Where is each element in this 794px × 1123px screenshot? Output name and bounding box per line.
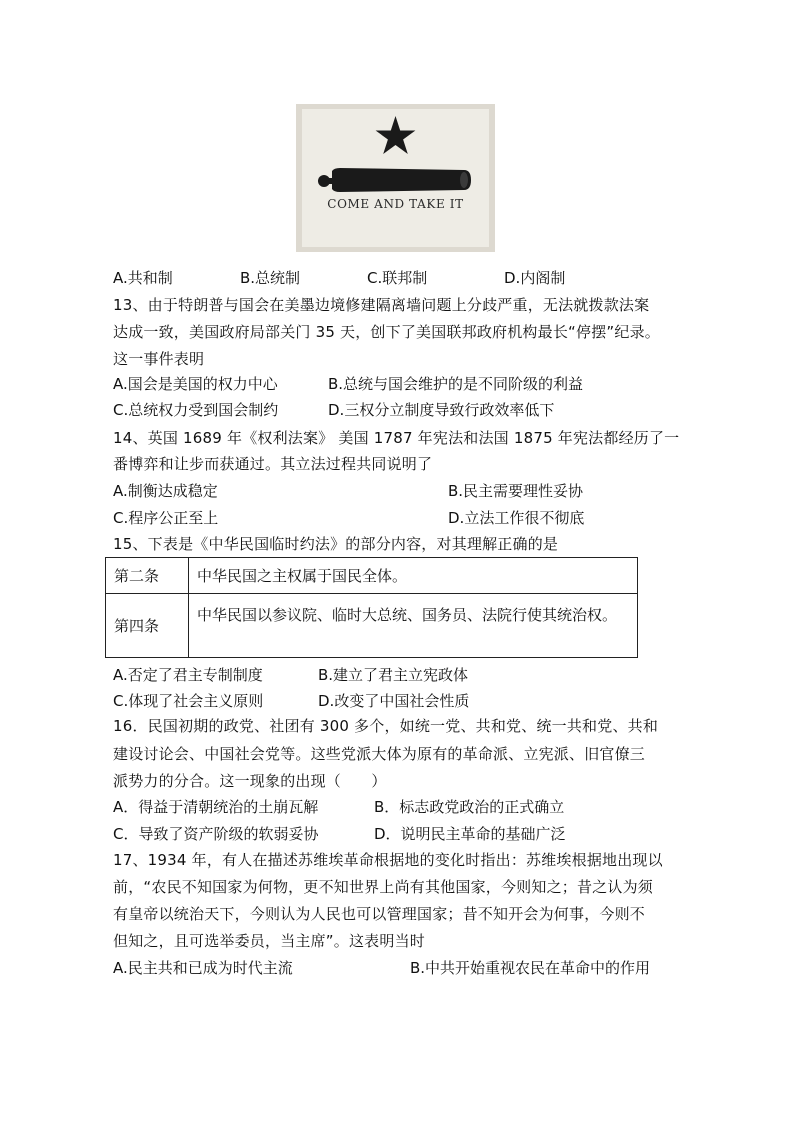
article-number-cell: 第二条 <box>106 558 189 594</box>
q14-option-b: B.民主需要理性妥协 <box>448 482 584 500</box>
cannon-icon <box>318 168 471 192</box>
table-row <box>106 558 638 594</box>
q16-stem-line: 派势力的分合。这一现象的出现（ ） <box>113 772 387 790</box>
q17-stem-line: 但知之，且可选举委员，当主席”。这表明当时 <box>113 932 425 950</box>
q15-option-b: B.建立了君主立宪政体 <box>318 666 469 684</box>
q17-stem-line: 17、1934 年，有人在描述苏维埃革命根据地的变化时指出：苏维埃根据地出现以 <box>113 851 663 869</box>
q17-option-a: A.民主共和已成为时代主流 <box>113 959 293 977</box>
q15-option-a: A.否定了君主专制制度 <box>113 666 263 684</box>
q16-option-c: C．导致了资产阶级的软弱妥协 <box>113 825 319 843</box>
q16-option-b: B．标志政党政治的正式确立 <box>374 798 565 816</box>
q16-option-a: A．得益于清朝统治的土崩瓦解 <box>113 798 319 816</box>
q17-option-b: B.中共开始重视农民在革命中的作用 <box>410 959 651 977</box>
q15-option-c: C.体现了社会主义原则 <box>113 692 264 710</box>
q14-stem-line: 14、英国 1689 年《权利法案》 美国 1787 年宪法和法国 1875 年宪法都经历了一 <box>113 429 680 447</box>
q12-option-a: A.共和制 <box>113 269 173 287</box>
q13-option-c: C.总统权力受到国会制约 <box>113 401 279 419</box>
article-number-cell: 第四条 <box>106 594 189 658</box>
come-and-take-it-flag-image <box>296 104 495 252</box>
q15-option-d: D.改变了中国社会性质 <box>318 692 470 710</box>
q13-option-b: B.总统与国会维护的是不同阶级的利益 <box>328 375 584 393</box>
article-text-cell: 中华民国以参议院、临时大总统、国务员、法院行使其统治权。 <box>189 594 638 658</box>
q13-stem-line: 这一事件表明 <box>113 350 205 368</box>
q16-option-d: D．说明民主革命的基础广泛 <box>374 825 566 843</box>
flag-drawing <box>296 104 495 252</box>
q13-option-a: A.国会是美国的权力中心 <box>113 375 278 393</box>
q14-option-d: D.立法工作很不彻底 <box>448 509 585 527</box>
q15-stem: 15、下表是《中华民国临时约法》的部分内容，对其理解正确的是 <box>113 535 559 553</box>
constitution-table <box>105 557 638 658</box>
q17-stem-line: 前，“农民不知国家为何物，更不知世界上尚有其他国家，今则知之；昔之认为须 <box>113 878 653 896</box>
q14-option-c: C.程序公正至上 <box>113 509 219 527</box>
q14-option-a: A.制衡达成稳定 <box>113 482 218 500</box>
q16-stem-line: 16．民国初期的政党、社团有 300 多个，如统一党、共和党、统一共和党、共和 <box>113 717 659 735</box>
table-row <box>106 594 638 658</box>
q13-stem-line: 13、由于特朗普与国会在美墨边境修建隔离墙问题上分歧严重，无法就拨款法案 <box>113 296 650 314</box>
q13-stem-line: 达成一致，美国政府局部关门 35 天，创下了美国联邦政府机构最长“停摆”纪录。 <box>113 323 660 341</box>
q12-option-c: C.联邦制 <box>367 269 428 287</box>
q13-option-d: D.三权分立制度导致行政效率低下 <box>328 401 555 419</box>
q17-stem-line: 有皇帝以统治天下，今则认为人民也可以管理国家；昔不知开会为何事，今则不 <box>113 905 646 923</box>
q14-stem-line: 番博弈和让步而获通过。其立法过程共同说明了 <box>113 455 433 473</box>
star-icon <box>376 116 416 154</box>
article-text-cell: 中华民国之主权属于国民全体。 <box>189 558 638 594</box>
flag-caption: COME AND TAKE IT <box>327 197 464 211</box>
q12-option-d: D.内阁制 <box>504 269 566 287</box>
q12-option-b: B.总统制 <box>240 269 301 287</box>
q16-stem-line: 建设讨论会、中国社会党等。这些党派大体为原有的革命派、立宪派、旧官僚三 <box>113 745 646 763</box>
